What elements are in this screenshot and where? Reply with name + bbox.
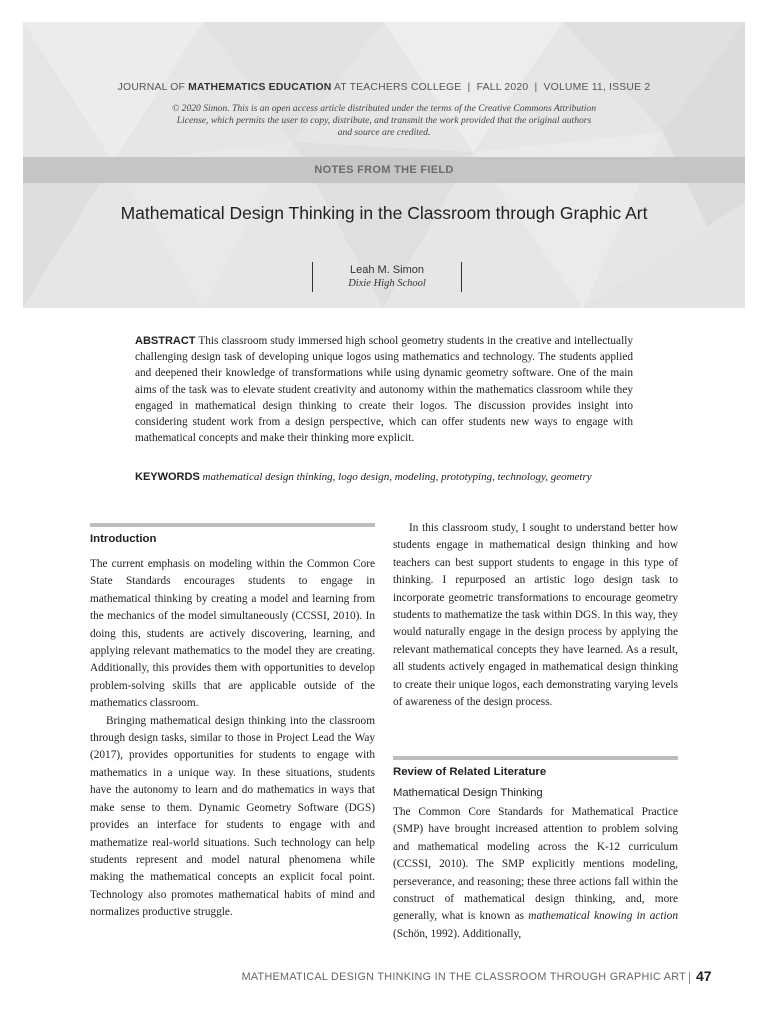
- journal-issue: AT TEACHERS COLLEGE | FALL 2020 | VOLUME 11, ISSUE 2: [331, 82, 651, 93]
- journal-prefix: JOURNAL OF: [117, 82, 189, 93]
- page-number: 47: [696, 968, 712, 984]
- abstract-text: This classroom study immersed high school geometry students in the creative and intellectually challenging design task of developing unique logos using mathematics and technology. The students applied and deepened their knowledge of transformations while using dynamic geometry software. One of the main aims of the task was to elevate student creativity and autonomy within the mathematics classroom while they engaged in mathematical design thinking to create their logos. The discussion provides insight into considering student work from a design perspective, which can offer students new ways to engage with mathematical concepts and make their thinking more explicit.: [135, 335, 633, 445]
- author-block: [312, 262, 462, 292]
- running-title: MATHEMATICAL DESIGN THINKING IN THE CLASSROOM THROUGH GRAPHIC ART: [241, 971, 686, 983]
- introduction-heading: Introduction: [90, 533, 157, 545]
- literature-text-a: The Common Core Standards for Mathematical Practice (SMP) have brought increased attention to problem solving and mathematical modeling across the K-12 curriculum (CCSSI, 2010). The SMP explicitly mentions modeling, perseverance, and reasoning; these three actions fall within the construct of mathematical design thinking, and, more generally, what is known as: [393, 806, 678, 923]
- journal-info: [23, 82, 745, 93]
- author-affiliation: Dixie High School: [348, 278, 426, 289]
- section-band: [23, 157, 745, 183]
- design-thinking-subheading: Mathematical Design Thinking: [393, 787, 543, 799]
- section-label: NOTES FROM THE FIELD: [314, 164, 454, 176]
- article-title: Mathematical Design Thinking in the Classroom through Graphic Art: [120, 203, 648, 223]
- intro-paragraph-2: Bringing mathematical design thinking into the classroom through design tasks, similar to those in Project Lead the Way (2017), provides opportunities for students to engage with mathematics in a unique way. In these situations, students have the autonomy to learn and do mathematics in ways that make sense to them. Dynamic Geometry Software (DGS) provides an interface for students to engage with and mathematize real-world situations. Such technology can help students represent and model natural phenomena while making the mathematical concepts an explicit focal point. Technology also promotes mathematical habits of mind and normalizes productive struggle.: [90, 714, 375, 919]
- keywords-label: KEYWORDS: [135, 471, 200, 483]
- study-paragraph: In this classroom study, I sought to understand better how students engage in mathematical design thinking and how teachers can best support students to engage in this type of thinking. I repurposed an artistic logo design task to incorporate geometric transformations to encourage geometry students to mathematize the task within DGS. In this way, they would naturally engage in the design process by applying the relevant mathematical concepts they have learned. As a result, all students actively engaged in mathematical design thinking to create their unique logos, each demonstrating varying levels of awareness of the design process.: [393, 522, 678, 709]
- literature-emphasis: mathematical knowing in action: [528, 910, 678, 923]
- keywords-text: mathematical design thinking, logo design, modeling, prototyping, technology, geometry: [199, 471, 592, 483]
- journal-name: MATHEMATICS EDUCATION: [188, 82, 332, 93]
- intro-paragraph-1: The current emphasis on modeling within the Common Core State Standards encourages students to engage in mathematical thinking by creating a model and learning from the mechanics of the model simultaneously (CCSSI, 2010). In doing this, students are actively discovering, learning, and applying relevant mathematics to the model they are creating. Additionally, this provides them with opportunities to develop problem-solving skills that are applicable outside of the mathematics classroom.: [90, 558, 375, 710]
- keywords: [135, 470, 633, 485]
- abstract: [135, 333, 633, 446]
- license-notice: © 2020 Simon. This is an open access article distributed under the terms of the Creative Commons Attribution License, which permits the user to copy, distribute, and transmit the work provided that the original authors and source are credited.: [171, 103, 597, 138]
- left-column: [90, 556, 375, 922]
- author-name: Leah M. Simon: [350, 264, 424, 276]
- literature-paragraph: [393, 804, 678, 943]
- abstract-label: ABSTRACT: [135, 335, 196, 347]
- literature-heading: Review of Related Literature: [393, 766, 547, 778]
- footer-divider: [689, 972, 690, 984]
- literature-text-b: (Schön, 1992). Additionally,: [393, 927, 522, 940]
- section-rule: [90, 523, 375, 527]
- right-column-top: [393, 520, 678, 711]
- right-column-bottom: [393, 804, 678, 943]
- section-rule: [393, 756, 678, 760]
